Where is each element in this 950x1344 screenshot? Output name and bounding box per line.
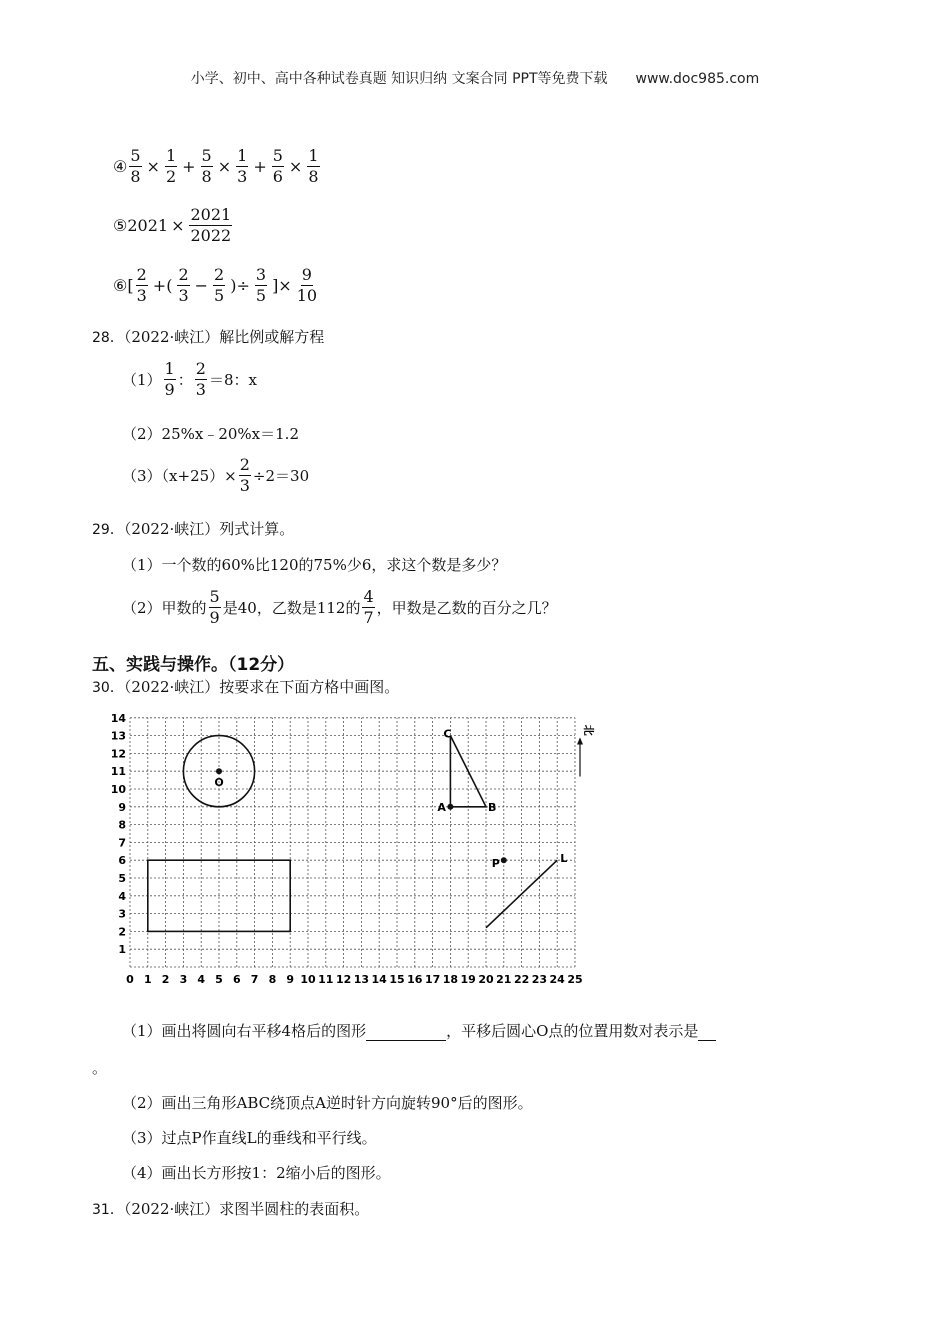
denominator: 10 — [296, 286, 318, 305]
denominator: 8 — [201, 167, 212, 186]
circle-center-point — [216, 768, 222, 774]
denominator: 3 — [195, 380, 206, 399]
denominator: 5 — [214, 286, 225, 305]
text: （1）画出将圆向右平移4格后的图形 — [122, 1022, 367, 1040]
fraction — [272, 148, 284, 185]
operator: − — [194, 276, 209, 295]
answer-blank[interactable] — [366, 1022, 446, 1041]
q30-part3: （3）过点P作直线L的垂线和平行线。 — [122, 1129, 377, 1147]
coordinate-grid — [110, 705, 610, 990]
numerator: 2 — [178, 265, 189, 284]
numerator: 5 — [201, 146, 212, 165]
fraction — [177, 267, 189, 304]
numerator: 4 — [363, 587, 374, 606]
q30-part1 — [122, 1020, 716, 1041]
q29-part2 — [122, 589, 557, 626]
question-title: （2022·峡江）解比例或解方程 — [123, 328, 325, 346]
fraction — [164, 361, 176, 398]
y-tick-label: 12 — [110, 747, 126, 761]
numerator: 2021 — [190, 205, 232, 224]
expr4-label: ④ — [113, 157, 128, 176]
point-A — [447, 804, 453, 810]
numerator: 2 — [214, 265, 225, 284]
y-tick-label: 7 — [118, 836, 126, 850]
y-tick-label: 5 — [118, 872, 126, 885]
x-tick-label: 21 — [496, 973, 512, 986]
label-C: C — [443, 727, 452, 741]
denominator: 2022 — [190, 226, 232, 245]
denominator: 7 — [363, 608, 374, 627]
numerator: 3 — [255, 265, 267, 284]
numerator: 9 — [301, 265, 312, 284]
question-number: 29． — [92, 522, 124, 538]
text: ，平移后圆心O点的位置用数对表示是 — [446, 1022, 699, 1040]
denominator: 2 — [165, 167, 177, 186]
operator: + — [253, 157, 267, 176]
q29-title — [92, 518, 294, 539]
colon: ： — [177, 371, 193, 389]
denominator: 6 — [272, 167, 283, 186]
text: （2）甲数的 — [122, 599, 207, 617]
operator: × — [288, 157, 303, 176]
label-L: L — [560, 852, 568, 866]
x-tick-label: 11 — [318, 973, 334, 986]
fraction — [236, 148, 248, 185]
expression-5 — [113, 207, 234, 244]
q30-part2: （2）画出三角形ABC绕顶点A逆时针方向旋转90°后的图形。 — [122, 1094, 533, 1112]
expression-4 — [113, 148, 322, 185]
fraction — [201, 148, 213, 185]
y-tick-label: 2 — [118, 925, 126, 939]
x-tick-label: 0 — [126, 973, 134, 986]
fraction — [239, 457, 251, 494]
x-tick-label: 12 — [335, 973, 352, 986]
text: 是40，乙数是112的 — [222, 599, 361, 617]
operator: )÷ — [230, 276, 250, 295]
q28-title — [92, 326, 324, 347]
q28-part3 — [122, 457, 309, 494]
numerator: 2 — [136, 265, 147, 284]
x-tick-label: 8 — [268, 973, 277, 986]
integer: 2021 — [127, 216, 169, 235]
x-tick-label: 6 — [232, 973, 241, 986]
header-text: 小学、初中、高中各种试卷真题 知识归纳 文案合同 PPT等免费下载 — [190, 71, 608, 87]
numerator: 5 — [130, 146, 141, 165]
fraction — [362, 589, 374, 626]
question-number: 28． — [92, 330, 124, 346]
denominator: 3 — [237, 167, 248, 186]
fraction — [209, 589, 221, 626]
numerator: 1 — [164, 359, 175, 378]
fraction — [297, 267, 317, 304]
y-tick-label: 14 — [110, 711, 126, 725]
x-tick-label: 20 — [478, 973, 494, 986]
question-title: （2022·峡江）求图半圆柱的表面积。 — [123, 1200, 370, 1218]
fraction — [307, 148, 319, 185]
x-tick-label: 9 — [286, 973, 295, 986]
answer-blank[interactable] — [698, 1022, 716, 1041]
equation-rest: ÷2＝30 — [252, 467, 310, 485]
numerator: 5 — [272, 146, 283, 165]
x-tick-label: 4 — [197, 973, 206, 986]
question-title: （2022·峡江）列式计算。 — [123, 520, 295, 538]
y-tick-label: 8 — [118, 818, 126, 832]
y-tick-label: 11 — [110, 765, 126, 779]
y-tick-label: 4 — [118, 889, 126, 903]
x-tick-label: 7 — [250, 973, 259, 986]
y-tick-label: 6 — [118, 854, 126, 868]
equation-rest: ＝8：x — [208, 371, 257, 389]
part-label: （3）（x+25）× — [122, 467, 237, 485]
numerator: 1 — [237, 146, 248, 165]
x-tick-label: 25 — [567, 973, 583, 986]
operator: ]× — [272, 276, 292, 295]
fraction — [213, 267, 225, 304]
numerator: 5 — [209, 587, 220, 606]
part-label: （1） — [122, 371, 162, 389]
numerator: 1 — [165, 146, 177, 165]
y-tick-label: 13 — [110, 729, 126, 743]
fraction — [136, 267, 148, 304]
question-title: （2022·峡江）按要求在下面方格中画图。 — [123, 678, 400, 696]
x-tick-label: 13 — [353, 973, 370, 986]
q28-part1 — [122, 361, 257, 398]
question-number: 31． — [92, 1202, 124, 1218]
operator: × — [217, 157, 232, 176]
north-arrow-icon — [577, 737, 583, 744]
x-tick-label: 17 — [424, 973, 441, 986]
operator: × — [171, 216, 185, 235]
x-tick-label: 2 — [161, 973, 170, 986]
x-tick-label: 5 — [215, 973, 223, 986]
page-header — [0, 68, 950, 88]
numerator: 2 — [239, 455, 250, 474]
x-tick-label: 10 — [300, 973, 316, 986]
denominator: 3 — [136, 286, 147, 305]
x-tick-label: 18 — [442, 973, 459, 986]
denominator: 8 — [308, 167, 319, 186]
fraction — [129, 148, 141, 185]
label-O: O — [214, 776, 224, 790]
label-A: A — [437, 800, 446, 814]
question-number: 30． — [92, 680, 124, 696]
x-tick-label: 14 — [371, 973, 387, 986]
q29-part1: （1）一个数的60%比120的75%少6，求这个数是多少？ — [122, 556, 507, 574]
shapes — [148, 725, 595, 932]
y-tick-label: 3 — [118, 907, 126, 921]
fraction — [165, 148, 177, 185]
denominator: 8 — [130, 167, 141, 186]
x-tick-label: 19 — [460, 973, 476, 986]
numerator: 1 — [308, 146, 319, 165]
q30-part4: （4）画出长方形按1：2缩小后的图形。 — [122, 1164, 391, 1182]
fraction — [255, 267, 267, 304]
q30-title — [92, 676, 399, 697]
denominator: 3 — [178, 286, 189, 305]
expr5-label: ⑤ — [113, 216, 128, 235]
x-tick-label: 16 — [407, 973, 423, 986]
expression-6 — [113, 267, 319, 304]
x-tick-label: 22 — [513, 973, 530, 986]
label-P: P — [491, 857, 500, 871]
q31-title — [92, 1198, 369, 1219]
y-tick-label: 9 — [118, 800, 126, 814]
label-north: 北 — [582, 724, 595, 736]
numerator: 2 — [195, 359, 206, 378]
x-tick-label: 1 — [143, 973, 152, 986]
q30-part1-end: 。 — [92, 1059, 108, 1077]
fraction — [195, 361, 207, 398]
denominator: 5 — [255, 286, 267, 305]
denominator: 9 — [164, 380, 175, 399]
label-B: B — [488, 800, 497, 814]
axis-labels — [111, 712, 583, 986]
section-heading: 五、实践与操作。（12分） — [92, 655, 295, 675]
x-tick-label: 23 — [531, 973, 548, 986]
fraction — [189, 207, 232, 244]
bracket: [ — [127, 276, 134, 295]
denominator: 9 — [209, 608, 220, 627]
header-url: www.doc985.com — [635, 71, 760, 87]
operator: × — [146, 157, 160, 176]
grid-lines — [130, 718, 575, 967]
x-tick-label: 15 — [389, 973, 405, 986]
point-P — [501, 857, 507, 863]
q28-part2: （2）25%x﹣20%x＝1.2 — [122, 425, 299, 443]
x-tick-label: 24 — [549, 973, 565, 986]
operator: + — [182, 157, 196, 176]
expr6-label: ⑥ — [113, 276, 128, 295]
y-tick-label: 10 — [110, 783, 126, 796]
operator: +( — [152, 276, 173, 295]
text: ，甲数是乙数的百分之几？ — [376, 599, 557, 617]
x-tick-label: 3 — [179, 973, 188, 986]
y-tick-label: 1 — [118, 943, 126, 957]
denominator: 3 — [239, 476, 250, 495]
